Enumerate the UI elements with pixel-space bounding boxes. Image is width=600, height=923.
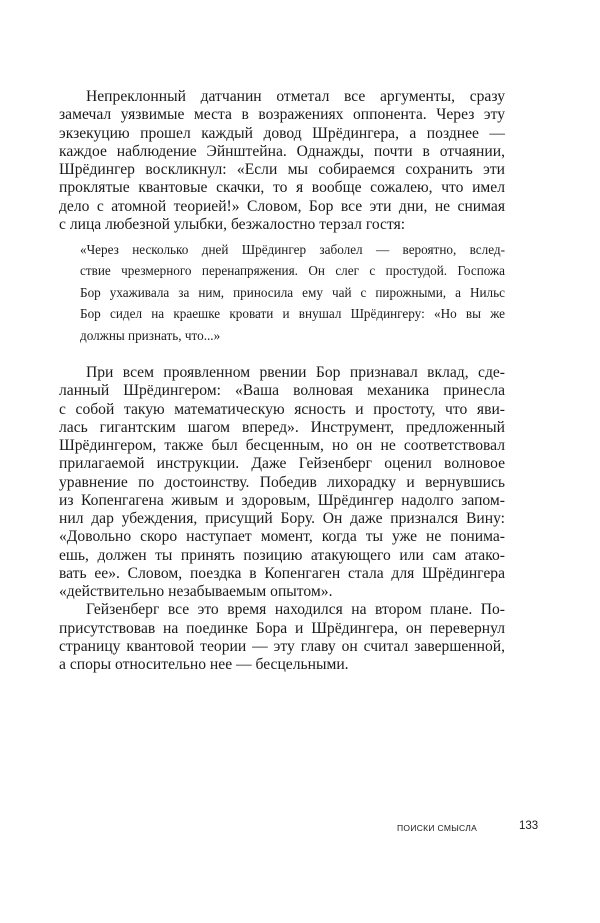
paragraph-2 (59, 364, 505, 674)
text-line: ствие чрезмерного перенапряжения. Он слег с простудой. Госпожа (80, 263, 505, 279)
text-line: «Через несколько дней Шрёдингер заболел — вероятно, вслед- (80, 242, 505, 257)
text-line: ешь, должен ты принять позицию атакующего или сам атако- (59, 546, 505, 564)
text-line: присутствовав на поединке Бора и Шрёдингера, он перевернул (59, 619, 505, 637)
text-line: Бор ухаживала за ним, приносила ему чай с пирожными, а Нильс (80, 284, 505, 300)
text-line: прилагаемой инструкции. Даже Гейзенберг оценил волновое (59, 455, 505, 473)
text-line: замечал уязвимые места в возражениях оппонента. Через эту (59, 106, 505, 124)
text-line: уравнение по достоинству. Победив лихорадку и вернувшись (59, 473, 505, 491)
text-line: «действительно незабываемым опытом». (59, 583, 333, 600)
text-line: с собой такую математическую ясность и простоту, что яви- (59, 400, 505, 418)
text-line: Шрёдингер воскликнул: «Если мы собираемся сохранить эти (59, 161, 505, 178)
text-line: «Довольно скоро наступает момент, когда ты уже не понима- (59, 528, 505, 546)
text-line: каждое наблюдение Эйнштейна. Однажды, почти в отчаянии, (59, 142, 505, 160)
paragraph-1 (59, 88, 505, 234)
text-line: лась гигантским шагом вперед». Инструмент, предложенный (59, 418, 505, 436)
text-line: Гейзенберг все это время находился на втором плане. По- (86, 601, 505, 619)
text-line: Бор сидел на краешке кровати и внушал Шрёдингеру: «Но вы же (80, 306, 505, 322)
text-line: нил дар убеждения, присущий Бору. Он даже признался Вину: (59, 510, 505, 527)
text-line: экзекуцию прошел каждый довод Шрёдингера, а позднее — (59, 124, 505, 142)
page-number: 133 (519, 820, 539, 832)
text-line: ланный Шрёдингером: «Ваша волновая механика принесла (59, 382, 505, 400)
block-quote (80, 239, 505, 346)
text-line: должны признать, что...» (80, 327, 221, 343)
text-line: При всем проявленном рвении Бор признавал вклад, сде- (86, 364, 505, 381)
text-line: проклятые квантовые скачки, то я вообще сожалею, что имел (59, 179, 505, 197)
running-title: ПОИСКИ СМЫСЛА (397, 823, 478, 833)
text-line: страницу квантовой теории — эту главу он считал завершенной, (59, 637, 505, 655)
text-line: с лица любезной улыбки, безжалостно терзал гостя: (59, 215, 406, 233)
text-line: Шрёдингером, также был бесценным, но он не соответствовал (59, 437, 505, 454)
text-line: Непреклонный датчанин отметал все аргументы, сразу (86, 88, 505, 105)
text-line: из Копенгагена живым и здоровым, Шрёдингер надолго запом- (59, 491, 505, 509)
text-line: а споры относительно нее — бесцельными. (59, 656, 349, 673)
text-line: вать ее». Словом, поездка в Копенгаген стала для Шрёдингера (59, 564, 505, 582)
text-line: дело с атомной теорией!» Словом, Бор все эти дни, не снимая (59, 197, 505, 215)
